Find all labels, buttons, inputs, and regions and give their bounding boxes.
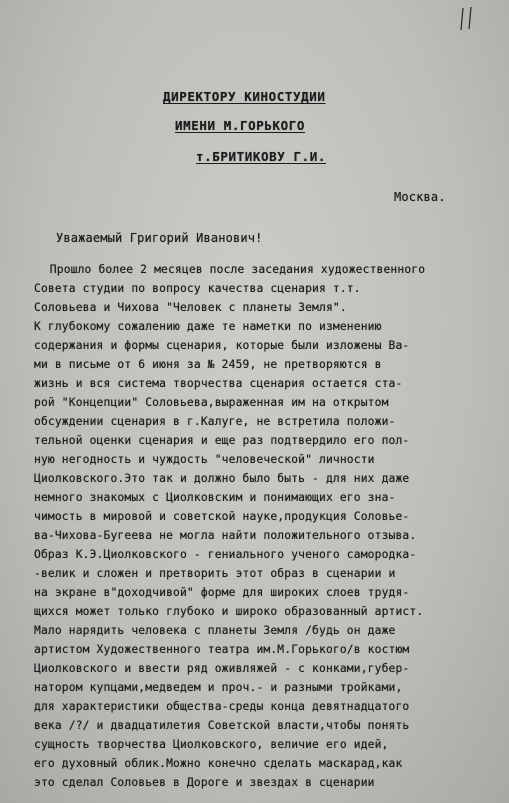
body-line: Циолковского.Это так и должно было быть - для них даже: [34, 472, 410, 485]
body-line: Образ К.Э.Циолковского - гениального ученого самородка-: [34, 548, 417, 561]
body-line: на экране в"доходчивой" форме для широких слоев трудя-: [34, 586, 410, 599]
body-line: К глубокому сожалению даже те наметки по изменению: [34, 320, 382, 333]
body-line: щихся может только глубоко и широко образованный артист.: [34, 605, 424, 618]
body-line: ва-Чихова-Бугеева не могла найти положительного отзыва.: [34, 529, 417, 542]
body-line: артистом Художественного театра им.М.Горького/в костюм: [34, 643, 410, 656]
body-line: немного знакомых с Циолковским и понимающих его зна-: [34, 491, 396, 504]
addressee-line-3: т.БРИТИКОВУ Г.И.: [196, 149, 327, 164]
body-line: века /?/ и двадцатилетия Советской власти,чтобы понять: [34, 719, 410, 732]
body-line: Соловьева и Чихова "Человек с планеты Земля".: [34, 301, 347, 314]
body-line: содержания и формы сценария, которые были изложены Ва-: [34, 339, 410, 352]
body-line: Совета студии по вопросу качества сценария т.т.: [34, 282, 361, 295]
body-line: сущность творчества Циолковского, величие его идей,: [34, 738, 389, 751]
body-line: рой "Концепции" Соловьева,выраженная им на открытом: [34, 396, 389, 409]
body-line: Циолковского и ввести ряд оживляжей - с конками,губер-: [34, 662, 410, 675]
body-line: ную негодность и чуждость "человеческой" личности: [34, 453, 375, 466]
body-line: Мало нарядить человека с планеты Земля /будь он даже: [34, 624, 396, 637]
body-line: это сделал Соловьев в Дороге и звездах в сценарии: [34, 776, 375, 789]
body-line: обсуждении сценария в г.Калуге, не встретила положи-: [34, 415, 396, 428]
body-line: тельной оценки сценария и еще раз подтвердило его пол-: [34, 434, 410, 447]
body-line: ми в письме от 6 июня за № 2459, не претворяются в: [34, 358, 382, 371]
city-label: Москва.: [394, 190, 446, 204]
body-line: -велик и сложен и претворить этот образ в сценарии и: [34, 567, 396, 580]
body-line: для характеристики общества-среды конца девятнадцатого: [34, 700, 410, 713]
body-line: натором купцами,медведем и проч.- и разными тройками,: [34, 681, 403, 694]
addressee-line-2: ИМЕНИ М.ГОРЬКОГО: [175, 118, 306, 133]
body-line: Прошло более 2 месяцев после заседания художественного: [22, 263, 426, 276]
body-line: чимость в мировой и советской науке,продукция Соловье-: [34, 510, 410, 523]
salutation: Уважаемый Григорий Иванович!: [56, 231, 263, 245]
pen-mark-icon: [459, 6, 481, 32]
addressee-line-1: ДИРЕКТОРУ КИНОСТУДИИ: [163, 89, 326, 104]
body-line: жизнь и вся система творчества сценария остается ста-: [34, 377, 403, 390]
body-line: его духовный облик.Можно конечно сделать маскарад,как: [34, 757, 403, 770]
